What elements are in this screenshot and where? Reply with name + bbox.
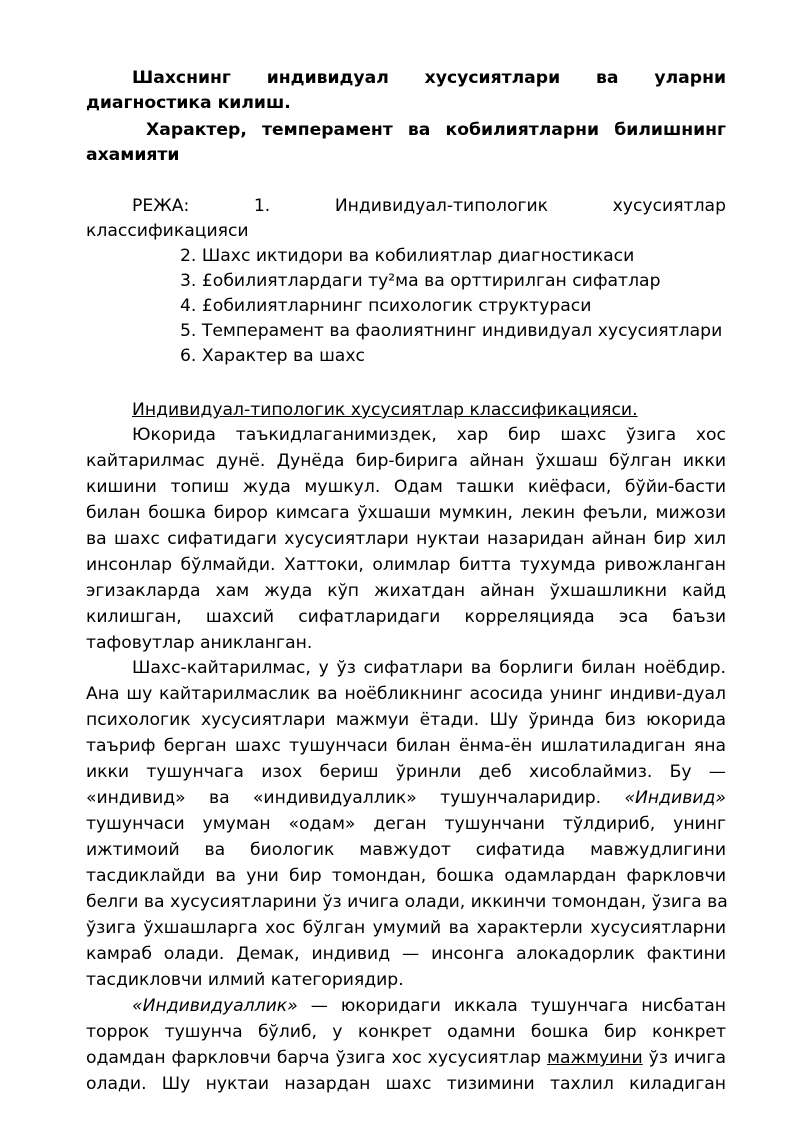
paragraph-2-line: Ана шу кайтарилмаслик ва ноёбликнинг асосида унинг индиви-дуал [86,684,726,704]
paragraph-3-line [86,1046,726,1070]
paragraph-1-line: килишган, шахсий сифатларидаги корреляцияда эса баъзи [86,607,726,627]
plan-label-continuation: классификацияси [86,221,249,241]
paragraph-3-line: торрок тушунча бўлиб, у конкрет одамни бошка бир конкрет [86,1022,726,1042]
paragraph-2-line: Шахс-кайтарилмас, у ўз сифатлари ва борлиги билан ноёбдир. [132,658,726,678]
document-title-line-1: Шахснинг индивидуал хусусиятлари ва уларни [132,68,726,88]
paragraph-2-line: тасдиклайди ва уни бир томондан, бошка одамлардан фаркловчи [86,866,726,886]
paragraph-2-line: тасдикловчи илмий категориядир. [86,970,404,990]
paragraph-1-line: Юкорида таъкидлаганимиздек, хар бир шахс ўзига хос [132,425,726,445]
document-title-line-2: диагностика килиш. [86,93,291,113]
plan-item: 3. £обилиятлардаги ту²ма ва орттирилган сифатлар [180,271,661,291]
paragraph-1-line: тафовутлар аникланган. [86,633,313,653]
paragraph-1-line: билан бошка бирор кимсага ўхшаши мумкин, лекин феъли, мижози [86,503,726,523]
paragraph-2-line: ўзига ўхшашларга хос бўлган умумий ва характерли хусусиятларни [86,918,726,938]
paragraph-2-line: камраб олади. Демак, индивид — инсонга алокадорлик фактини [86,944,726,964]
paragraph-2-line-text: «индивид» ва «индивидуаллик» тушунчаларидир. [86,788,602,808]
paragraph-2-line: икки тушунчага изох бериш ўринли деб хисоблаймиз. Бу — [86,762,726,782]
paragraph-3-line-text: ўз ичига [648,1048,726,1068]
plan-label-line: РЕЖА: 1. Индивидуал-типологик хусусиятлар [132,196,726,216]
plan-item: 4. £обилиятларнинг психологик структураси [180,296,592,316]
paragraph-2-line [86,786,726,810]
paragraph-2-line: белги ва хусусиятларини ўз ичига олади, иккинчи томондан, ўзига ва [86,892,728,912]
paragraph-1-line: кайтарилмас дунё. Дунёда бир-бирига айнан ўхшаш бўлган икки [86,451,726,471]
paragraph-2-line: тушунчаси умуман «одам» деган тушунчани тўлдириб, унинг [86,814,726,834]
plan-item: 6. Характер ва шахс [180,346,365,366]
underlined-term: мажмуини [547,1048,643,1068]
paragraph-2-line: психологик хусусиятлари мажмуи ётади. Шу ўринда биз юкорида [86,710,726,730]
paragraph-3-line: олади. Шу нуктаи назардан шахс тизимини тахлил киладиган [86,1074,726,1094]
plan-item: 5. Темперамент ва фаолиятнинг индивидуал хусусиятлари [180,321,723,341]
paragraph-1-line: ва шахс сифатидаги хусусиятлари нуктаи назаридан айнан бир хил [86,529,726,549]
paragraph-3-line-text: — юкоридаги иккала тушунчага нисбатан [310,996,726,1016]
section-heading [86,398,726,422]
paragraph-3-line-text: одамдан фаркловчи барча ўзига хос хусусиятлар [86,1048,542,1068]
paragraph-1-line: эгизакларда хам жуда кўп жихатдан айнан ўхшашликни кайд [86,581,726,601]
term-individuallik: «Индивидуаллик» [132,996,298,1016]
term-individ: «Индивид» [624,788,726,808]
paragraph-1-line: кишини топиш жуда мушкул. Одам ташки киёфаси, бўйи-басти [86,477,726,497]
document-subtitle-line-1: Характер, темперамент ва кобилиятларни билишнинг [146,120,726,140]
paragraph-1-line: инсонлар бўлмайди. Хаттоки, олимлар битта тухумда ривожланган [86,555,726,575]
document-subtitle-line-2: ахамияти [86,145,180,165]
section-heading-text: Индивидуал-типологик хусусиятлар классификацияси. [132,400,638,420]
plan-item: 2. Шахс иктидори ва кобилиятлар диагностикаси [180,246,635,266]
paragraph-2-line: ижтимоий ва биологик мавжудот сифатида мавжудлигини [86,840,726,860]
paragraph-3-line [86,994,726,1018]
paragraph-2-line: таъриф берган шахс тушунчаси билан ёнма-ён ишлатиладиган яна [86,736,726,756]
